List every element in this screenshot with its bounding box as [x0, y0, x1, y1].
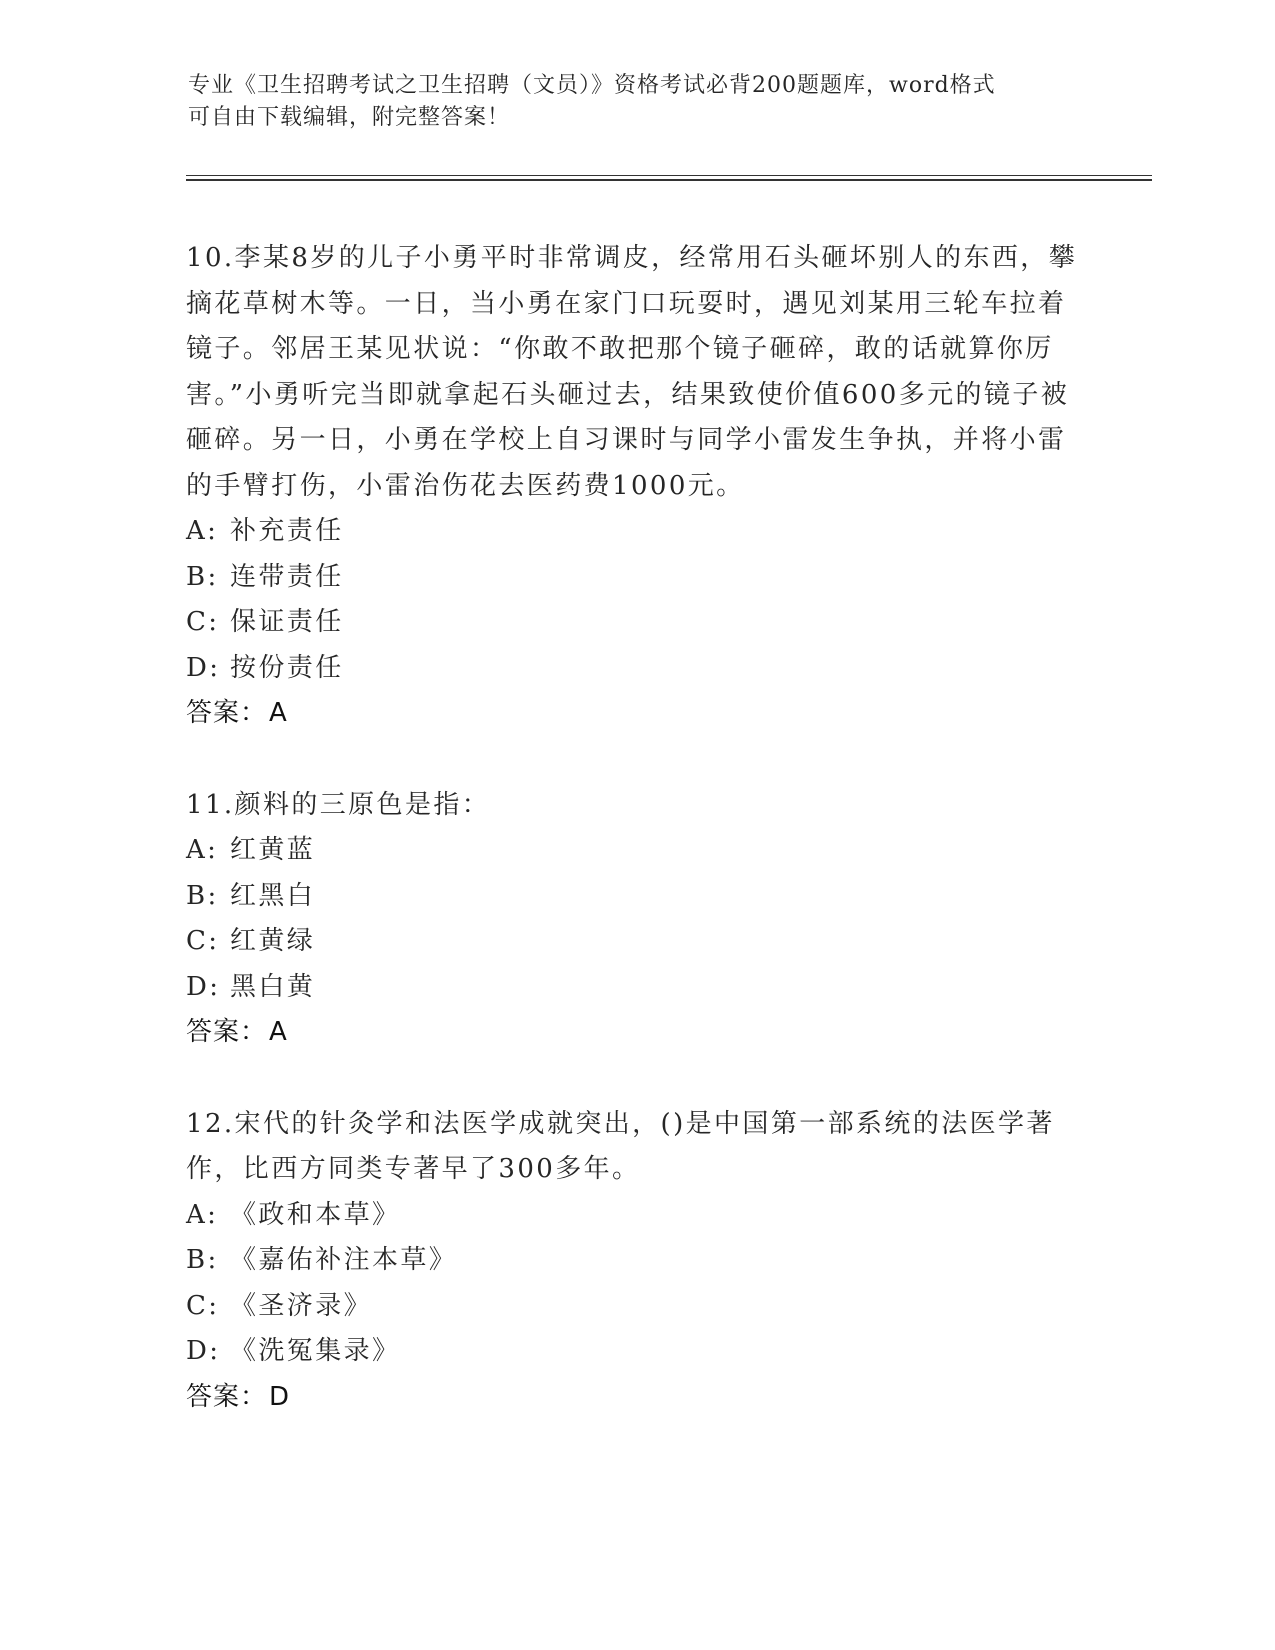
answer-line	[186, 1010, 1086, 1056]
option-key: A:	[186, 1199, 219, 1230]
option-key: C:	[186, 607, 220, 637]
option-text: 《嘉佑补注本草》	[230, 1245, 458, 1275]
option-key: A:	[186, 835, 219, 865]
option-key: C:	[186, 926, 220, 956]
answer-value: D	[269, 1381, 291, 1412]
header-divider-thin	[186, 175, 1152, 176]
option-key: D:	[186, 652, 221, 683]
option-c	[186, 600, 1086, 646]
option-key: C:	[186, 1290, 220, 1321]
option-key: B:	[186, 880, 219, 911]
answer-label: 答案：	[186, 698, 268, 728]
option-key: B:	[186, 1245, 219, 1275]
option-key: D:	[186, 971, 221, 1002]
option-d	[186, 965, 1086, 1011]
option-a	[186, 509, 1086, 555]
answer-label: 答案：	[186, 1017, 268, 1047]
option-b	[186, 1238, 1086, 1284]
option-text: 连带责任	[230, 561, 344, 592]
option-key: B:	[186, 561, 219, 592]
option-a	[186, 1193, 1086, 1239]
question-text: 12.宋代的针灸学和法医学成就突出，()是中国第一部系统的法医学著作，比西方同类专著早了300多年。	[186, 1108, 1055, 1184]
option-text: 保证责任	[230, 607, 344, 637]
document-header	[188, 70, 1078, 134]
question-10	[186, 236, 1086, 737]
option-text: 红黑白	[230, 880, 316, 911]
answer-line	[186, 1375, 1086, 1421]
answer-label: 答案：	[186, 1381, 268, 1412]
question-11	[186, 783, 1086, 1056]
option-key: A:	[186, 516, 219, 546]
option-b	[186, 874, 1086, 920]
option-c	[186, 1284, 1086, 1330]
option-text: 补充责任	[230, 516, 344, 546]
option-text: 红黄绿	[230, 926, 316, 956]
question-text: 11.颜料的三原色是指：	[186, 789, 491, 820]
answer-value: A	[269, 698, 288, 728]
option-text: 按份责任	[230, 652, 344, 683]
option-text: 《政和本草》	[230, 1199, 401, 1230]
answer-value: A	[269, 1017, 288, 1047]
option-b	[186, 555, 1086, 601]
option-text: 《洗冤集录》	[230, 1336, 401, 1366]
option-text: 红黄蓝	[230, 835, 316, 865]
option-d	[186, 646, 1086, 692]
answer-line	[186, 691, 1086, 737]
option-text: 黑白黄	[230, 971, 316, 1002]
header-line-1: 专业《卫生招聘考试之卫生招聘（文员）》资格考试必背200题题库，word格式	[188, 73, 996, 98]
option-key: D:	[186, 1336, 221, 1366]
header-line-2: 可自由下载编辑，附完整答案！	[188, 105, 511, 130]
option-d	[186, 1329, 1086, 1375]
question-text: 10.李某8岁的儿子小勇平时非常调皮，经常用石头砸坏别人的东西，攀摘花草树木等。一日，当小勇在家门口玩耍时，遇见刘某用三轮车拉着镜子。邻居王某见状说：“你敢不敢把那个镜子砸碎，敢的话就算你厉害。”小勇听完当即就拿起石头砸过去，结果致使价值600多元的镜子被砸碎。另一日，小勇在学校上自习课时与同学小雷发生争执，并将小雷的手臂打伤，小雷治伤花去医药费1000元。	[186, 243, 1078, 501]
question-list	[186, 236, 1086, 1466]
option-c	[186, 919, 1086, 965]
header-divider-thick	[186, 179, 1152, 181]
option-text: 《圣济录》	[230, 1290, 373, 1321]
question-12	[186, 1102, 1086, 1421]
option-a	[186, 828, 1086, 874]
